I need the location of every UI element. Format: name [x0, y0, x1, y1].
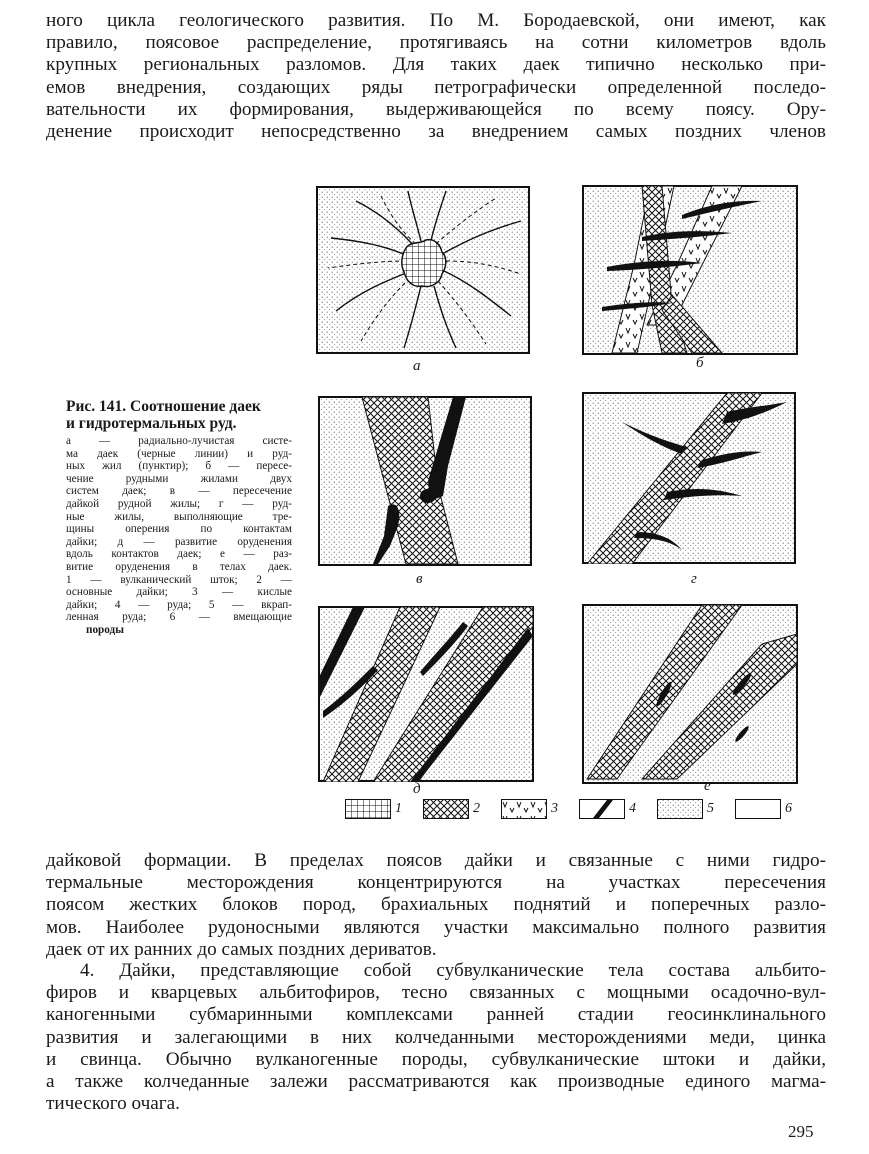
paragraph-4	[46, 960, 826, 1115]
panel-label-g: г	[691, 571, 697, 587]
figure-caption	[66, 398, 292, 637]
caption-line: систем даек; в — пересечение	[66, 485, 292, 498]
text-line: а также колчеданные залежи рассматриваются как производные единого магма-	[46, 1071, 826, 1093]
panel-b-diagram	[582, 185, 798, 355]
caption-line: ма даек (черные линии) и руд-	[66, 447, 292, 460]
panel-label-v: в	[416, 571, 423, 587]
panel-g-diagram	[582, 392, 796, 564]
legend-label: 3	[551, 801, 558, 816]
top-paragraph	[46, 10, 826, 143]
caption-line: породы	[86, 623, 124, 636]
panel-a-diagram	[316, 186, 530, 354]
text-line: фиров и кварцевых альбитофиров, тесно связанных с мощными осадочно-вул-	[46, 982, 826, 1004]
caption-body	[66, 435, 292, 637]
panel-label-a: а	[413, 358, 421, 374]
text-line: каногенными субмаринными комплексами ранней стадии геосинклинального	[46, 1004, 826, 1026]
caption-line: ленная руда; 6 — вмещающие	[66, 611, 292, 624]
caption-line: дайки; 4 — руда; 5 — вкрап-	[66, 598, 292, 611]
text-line: вательности их формирования, выдерживающейся по всему поясу. Ору-	[46, 98, 826, 120]
caption-line: 1 — вулканический шток; 2 —	[66, 573, 292, 586]
text-line: ного цикла геологического развития. По М. Бородаевской, они имеют, как	[46, 10, 826, 31]
panel-e-diagram	[582, 604, 798, 784]
text-line: дайковой формации. В пределах поясов дайки и связанные с ними гидро-	[46, 850, 826, 871]
panel-label-d: д	[413, 781, 421, 797]
text-line: и свинца. Обычно вулканогенные породы, субвулканические штоки и дайки,	[46, 1048, 826, 1070]
caption-line: дайки; д — развитие оруденения	[66, 535, 292, 548]
legend-label: 2	[473, 801, 480, 816]
text-line: тического очага.	[46, 1093, 180, 1115]
text-line: даек от их ранних до самых поздних дериватов.	[46, 938, 437, 960]
legend-label: 5	[707, 801, 714, 816]
text-line: денение происходит непосредственно за внедрением самых поздних членов	[46, 121, 826, 143]
caption-title-line: и гидротермальных руд.	[66, 415, 237, 432]
panel-label-e: е	[704, 778, 711, 794]
page-number: 295	[788, 1122, 814, 1141]
caption-line: вдоль контактов даек; е — раз-	[66, 548, 292, 561]
text-line: правило, поясовое распределение, протягиваясь на сотни километров вдоль	[46, 32, 826, 54]
panel-v-diagram	[318, 396, 532, 566]
caption-line: ных жил (пунктир); б — пересе-	[66, 460, 292, 473]
caption-line: а — радиально-лучистая систе-	[66, 435, 292, 447]
panel-d-diagram	[318, 606, 534, 782]
panel-label-b: б	[696, 355, 704, 371]
text-line: поясом жестких блоков пород, брахиальных поднятий и поперечных разло-	[46, 894, 826, 916]
legend-label: 4	[629, 801, 636, 816]
figure-legend	[345, 795, 805, 825]
text-line: мов. Наиболее рудоносными являются участки максимально полного развития	[46, 916, 826, 938]
text-line: 4. Дайки, представляющие собой субвулканические тела состава альбито-	[80, 960, 826, 981]
text-line: термальные месторождения концентрируются на участках пересечения	[46, 872, 826, 894]
caption-line: дайкой рудной жилы; г — руд-	[66, 497, 292, 510]
legend-label: 1	[395, 801, 402, 816]
caption-title-line: Рис. 141. Соотношение даек	[66, 398, 261, 415]
text-line: развития и залегающими в них колчеданными месторождениями меди, цинка	[46, 1026, 826, 1048]
caption-line: чение рудными жилами двух	[66, 472, 292, 485]
text-line: крупных региональных разломов. Для таких даек типично несколько при-	[46, 54, 826, 76]
legend-label: 6	[785, 801, 792, 816]
caption-line: ные жилы, выполняющие тре-	[66, 510, 292, 523]
caption-line: витие оруденения в телах даек.	[66, 560, 292, 573]
bottom-paragraph	[46, 850, 826, 961]
text-line: емов внедрения, создающих ряды петрографически определенной последо-	[46, 76, 826, 98]
caption-line: щины оперения по контактам	[66, 523, 292, 536]
caption-line: основные дайки; 3 — кислые	[66, 586, 292, 599]
